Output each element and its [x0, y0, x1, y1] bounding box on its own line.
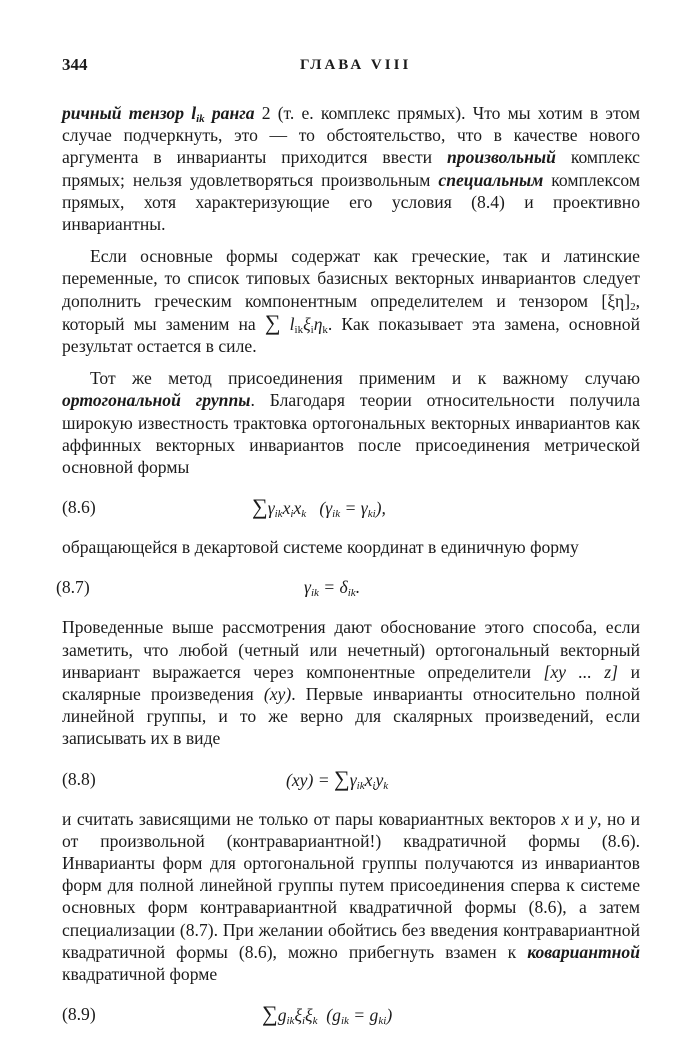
text-run: ортогональной группы: [62, 390, 251, 411]
math-term: y: [375, 769, 384, 790]
subscript: ik: [286, 1015, 295, 1028]
subscript: k: [312, 1015, 318, 1028]
text-run: x: [561, 808, 570, 829]
subscript: 2: [630, 300, 636, 313]
math-term: ξ: [305, 1005, 313, 1026]
math-term: x: [293, 498, 302, 519]
text-run: . Как показывает эта замена, основной результат остается в силе.: [62, 313, 640, 357]
text-run: ковариантной: [527, 941, 640, 962]
subscript: ik: [332, 508, 341, 521]
subscript: i: [290, 508, 294, 521]
equation-number: (8.6): [62, 497, 96, 518]
text-run: ранга: [204, 103, 255, 123]
math-term: = g: [348, 1005, 379, 1026]
math-term: ξ: [294, 1005, 302, 1026]
text-run: и скалярные произведения: [62, 661, 640, 705]
text-run: l: [280, 313, 295, 334]
running-head: ГЛАВА VIII: [300, 57, 412, 73]
equation-body: [286, 765, 389, 792]
math-term: γ: [349, 769, 357, 790]
text-run: ξ: [303, 313, 311, 334]
subscript: k: [322, 323, 328, 336]
paragraph-1: [62, 102, 640, 235]
text-run: специальным: [438, 169, 544, 190]
text-run: y: [589, 808, 598, 829]
paragraph-4: обращающейся в декартовой системе координат в единичную форму: [62, 537, 579, 558]
subscript: ik: [347, 587, 356, 600]
math-term: (g: [326, 1005, 341, 1026]
text-run: и считать зависящими не только от пары ковариантных векторов: [62, 808, 562, 829]
math-term: = γ: [340, 498, 368, 519]
equation-body: [252, 496, 386, 519]
text-run: комплекс прямых; нельзя удовлетворяться произвольным: [62, 147, 640, 190]
subscript: k: [383, 779, 389, 792]
text-run: , но и от произвольной (контравариантной!) квадратичной формы (8.6). Инварианты форм для ортогональной группы получаются из инвариантов форм для полной линейной группы путем присоединения сперва к системе основных форм контравариантной квадратичной формы (8.6), а затем специализации (8.7). При желании обойтись без введения контравариантной квадратичной формы (8.6), можно прибегнуть взамен к: [62, 808, 641, 962]
equation-8-8: [62, 764, 640, 794]
sum-symbol: ∑: [262, 1001, 278, 1027]
math-term: γ: [267, 498, 275, 519]
subscript: i: [372, 779, 376, 792]
text-run: квадратичной форме: [62, 964, 218, 985]
page-header: [62, 54, 640, 80]
math-term: (xy) =: [286, 769, 335, 790]
text-run: [xy ... z]: [543, 661, 618, 682]
math-term: x: [282, 498, 291, 519]
math-term: g: [277, 1005, 287, 1026]
equation-body: [262, 1003, 392, 1026]
text-run: Проведенные выше рассмотрения дают обоснование этого способа, если заметить, что любой (четный или нечетный) ортогональный векторный инвариант выражается через компонентные определители: [62, 617, 640, 682]
equation-8-9: [62, 999, 640, 1029]
equation-8-6: [62, 492, 640, 522]
sum-symbol: ∑: [252, 494, 268, 520]
subscript: ik: [356, 779, 365, 792]
paragraph-6: [62, 808, 640, 986]
subscript: ki: [378, 1015, 387, 1028]
text-run: . Благодаря теории относительности получила широкую известность трактовка ортогональных векторных инвариантов как аффинных векторных инвариантов после присоединения метрической основной формы: [62, 390, 640, 478]
text-run: произвольный: [447, 147, 556, 168]
text-run: Тот же метод присоединения применим и к важному случаю: [90, 368, 640, 389]
text-run: η: [313, 313, 323, 334]
subscript: ik: [340, 1015, 349, 1028]
math-term: ): [386, 1005, 393, 1026]
subscript: ik: [294, 323, 304, 336]
text-run: (xy): [263, 684, 292, 705]
subscript: k: [301, 508, 307, 521]
text-run: 2 (т. е. комплекс прямых). Что мы хотим в этом случае подчеркнуть, это — то обстоятельство, что в качестве нового аргумента в инварианты приходится ввести: [62, 103, 640, 168]
text-run: и: [569, 808, 590, 829]
sum-symbol: ∑: [264, 309, 281, 335]
math-term: .: [355, 577, 361, 598]
text-run: Если основные формы содержат как греческие, так и латинские переменные, то список типовых базисных векторных инвариантов следует дополнить греческим компонентным определителем и тензором [ξη]: [62, 246, 640, 311]
paragraph-5: [62, 616, 640, 749]
equation-body: [304, 576, 360, 598]
subscript: i: [310, 323, 314, 336]
equation-number: (8.8): [62, 768, 96, 789]
sum-symbol: ∑: [334, 765, 350, 791]
text-run: ричный тензор: [62, 103, 185, 123]
equation-number: (8.9): [62, 1004, 96, 1025]
equation-8-7: [56, 572, 640, 602]
text-run: . Первые инварианты относительно полной линейной группы, и то же верно для скалярных произведений, если записывать их в виде: [62, 684, 640, 749]
subscript: i: [301, 1015, 306, 1028]
math-term: = δ: [318, 577, 348, 598]
math-term: ),: [375, 498, 386, 519]
math-term: (γ: [319, 498, 333, 519]
subscript: ik: [196, 113, 205, 125]
text-run: , который мы заменим на: [62, 290, 640, 334]
subscript: ki: [367, 508, 376, 521]
math-term: x: [364, 769, 373, 790]
subscript: ik: [310, 587, 319, 600]
text-run: l: [184, 103, 197, 123]
paragraph-2: [62, 245, 640, 357]
paragraph-3: [62, 367, 640, 478]
math-term: γ: [304, 577, 311, 598]
equation-number: (8.7): [56, 577, 90, 598]
page-number: 344: [62, 55, 88, 74]
text-run: комплексом прямых, хотя характеризующие его условия (8.4) и проективно инвариантны.: [62, 169, 640, 235]
subscript: ik: [274, 508, 283, 521]
